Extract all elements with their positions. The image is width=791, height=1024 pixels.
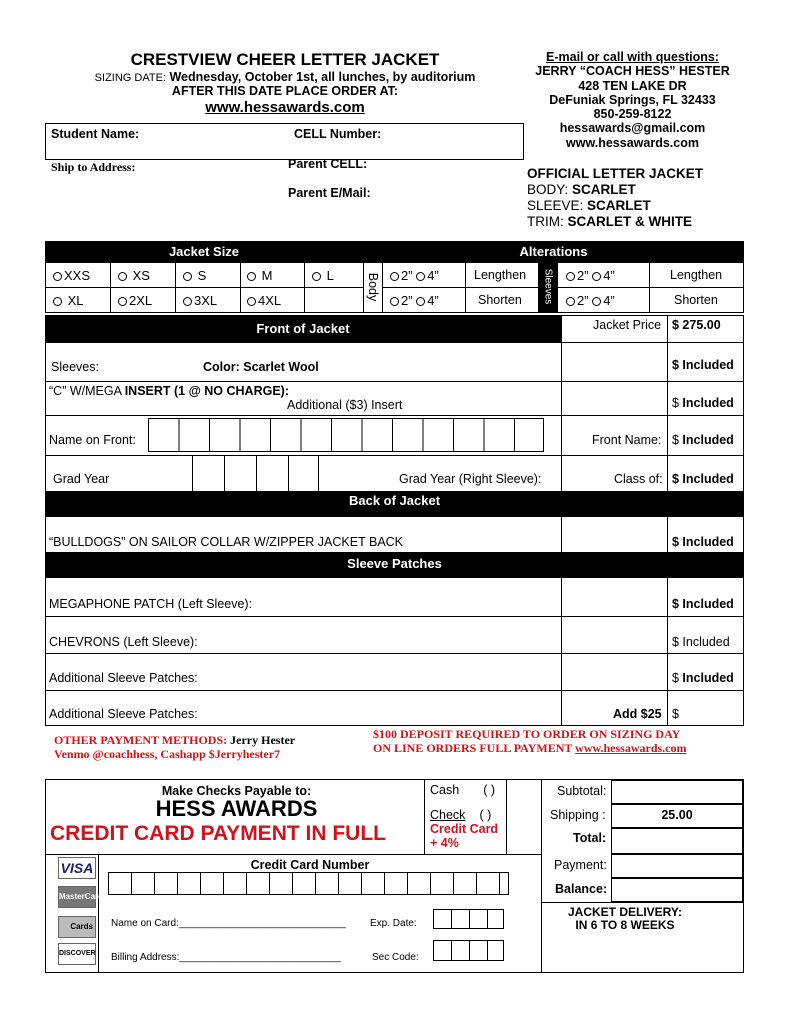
jacket-delivery: JACKET DELIVERY: IN 6 TO 8 WEEKS — [567, 905, 682, 932]
ship-address-label[interactable]: Ship to Address: — [51, 160, 136, 174]
patch-additional-2-price: $ — [672, 707, 679, 721]
contact-heading: E-mail or call with questions: — [546, 50, 719, 64]
total-field[interactable] — [611, 828, 743, 854]
subtotal-field[interactable] — [611, 780, 743, 804]
official-trim: TRIM: SCARLET & WHITE — [527, 214, 693, 229]
after-line: AFTER THIS DATE PLACE ORDER AT: — [171, 84, 399, 98]
included-1: $ Included — [672, 358, 734, 372]
contact-address1: 428 TEN LAKE DR — [578, 78, 687, 93]
other-payment-methods: OTHER PAYMENT METHODS: Jerry Hester Venmo @coachhess, Cashapp $Jerryhester7 — [54, 733, 296, 761]
sleeve-alter-row1[interactable]: 2” 4” — [566, 268, 615, 283]
patch-additional-1: Additional Sleeve Patches: — [49, 671, 198, 685]
patch-additional-1-price: $ Included — [672, 671, 734, 685]
official-title: OFFICIAL LETTER JACKET — [527, 166, 704, 181]
total-label: Total: — [573, 831, 607, 845]
payment-field[interactable] — [611, 854, 743, 878]
back-text: “BULLDOGS” ON SAILOR COLLAR W/ZIPPER JACKET BACK — [49, 535, 404, 549]
grad-year-label: Grad Year — [53, 472, 110, 486]
official-sleeve: SLEEVE: SCARLET — [527, 198, 651, 213]
patch-additional-2: Additional Sleeve Patches: — [49, 707, 198, 721]
contact-website[interactable]: www.hessawards.com — [566, 135, 699, 150]
sizing-date — [60, 70, 510, 84]
parent-cell-label[interactable]: Parent CELL: — [288, 157, 368, 171]
size-option-3xl[interactable]: 3XL — [183, 293, 217, 308]
included-4: $ Included — [672, 472, 734, 486]
class-of-label: Class of: — [614, 472, 663, 486]
front-name-label: Front Name: — [592, 433, 662, 447]
contact-name: JERRY “COACH HESS” HESTER — [535, 64, 730, 79]
patch-megaphone-price: $ Included — [672, 597, 734, 611]
cash-option[interactable]: Cash ( ) — [430, 783, 495, 797]
back-of-jacket-header: Back of Jacket — [45, 491, 744, 517]
additional-insert[interactable]: Additional ($3) Insert — [287, 398, 403, 412]
size-option-xl[interactable]: XL — [53, 293, 84, 308]
parent-email-label[interactable]: Parent E/Mail: — [288, 186, 371, 200]
hess-awards: HESS AWARDS — [155, 796, 318, 821]
visa-logo: VISA — [58, 857, 96, 879]
contact-block — [515, 50, 750, 150]
included-3: $ Included — [672, 433, 734, 447]
included-2: $ Included — [672, 396, 734, 410]
size-option-m[interactable]: M — [247, 268, 272, 283]
main-table — [45, 315, 744, 726]
insert-label: “C” W/MEGA INSERT (1 @ NO CHARGE): — [49, 384, 289, 398]
front-of-jacket-header: Front of Jacket — [45, 315, 561, 342]
contact-email[interactable]: hessawards@gmail.com — [559, 121, 706, 136]
shipping-label: Shipping : — [550, 808, 606, 822]
mastercard-logo: MasterCard — [58, 886, 96, 908]
jacket-price-value: $ 275.00 — [672, 318, 721, 332]
credit-card-number-boxes[interactable] — [108, 872, 509, 895]
body-lengthen[interactable]: Lengthen — [474, 268, 527, 282]
sleeve-lengthen[interactable]: Lengthen — [670, 268, 723, 282]
back-included: $ Included — [672, 535, 734, 549]
body-vertical-label: Body — [366, 272, 380, 302]
size-option-l[interactable]: L — [312, 268, 334, 283]
sec-code-boxes[interactable] — [433, 940, 504, 961]
body-shorten[interactable]: Shorten — [478, 293, 522, 307]
sleeve-color: Color: Scarlet Wool — [203, 360, 319, 374]
deposit-website-link[interactable]: www.hessawards.com — [575, 741, 687, 755]
sizing-value: Wednesday, October 1st, all lunches, by auditorium — [169, 70, 476, 84]
patch-chevrons-price: $ Included — [672, 635, 730, 649]
payable-to: Make Checks Payable to: — [161, 784, 312, 798]
check-option[interactable]: Check ( ) — [430, 808, 492, 822]
sleeves-vertical-label: Sleeves — [542, 268, 554, 305]
add-25-label: Add $25 — [613, 707, 662, 721]
sec-code-label: Sec Code: — [372, 952, 419, 963]
alterations-header: Alterations — [363, 241, 744, 262]
size-option-s[interactable]: S — [183, 268, 206, 283]
credit-card-full: CREDIT CARD PAYMENT IN FULL — [50, 822, 386, 845]
subtotal-label: Subtotal: — [557, 784, 607, 798]
official-body: BODY: SCARLET — [527, 182, 636, 197]
credit-card-number-label: Credit Card Number — [250, 858, 370, 872]
balance-field[interactable] — [611, 878, 743, 902]
exp-date-label: Exp. Date: — [370, 918, 417, 929]
shipping-value: 25.00 — [661, 808, 693, 822]
contact-phone: 850-259-8122 — [593, 107, 672, 122]
name-on-card[interactable]: Name on Card:______________________________ — [111, 918, 346, 929]
balance-label: Balance: — [555, 882, 608, 896]
sizing-label: SIZING DATE: — [94, 72, 166, 84]
exp-date-boxes[interactable] — [433, 909, 504, 929]
official-jacket-info — [527, 166, 703, 230]
name-on-front-boxes[interactable] — [148, 418, 544, 452]
payment-label: Payment: — [554, 858, 607, 872]
student-name-label[interactable]: Student Name: — [51, 127, 140, 141]
grad-year-right-label: Grad Year (Right Sleeve): — [399, 472, 542, 486]
header-website[interactable]: www.hessawards.com — [205, 99, 365, 116]
sleeve-alter-row2[interactable]: 2” 4” — [566, 293, 615, 308]
page-title: CRESTVIEW CHEER LETTER JACKET — [130, 50, 440, 69]
patch-chevrons: CHEVRONS (Left Sleeve): — [49, 635, 198, 649]
deposit-note: $100 DEPOSIT REQUIRED TO ORDER ON SIZING DAY ON LINE ORDERS FULL PAYMENT www.hessawards.com — [373, 727, 687, 755]
sleeves-label: Sleeves: — [51, 360, 99, 374]
jacket-price-label: Jacket Price — [593, 318, 662, 332]
size-option-2xl[interactable]: 2XL — [118, 293, 152, 308]
body-alter-row1[interactable]: 2” 4” — [390, 268, 439, 283]
body-alter-row2[interactable]: 2” 4” — [390, 293, 439, 308]
jacket-size-header: Jacket Size — [45, 241, 363, 262]
size-option-xs[interactable]: XS — [118, 268, 150, 283]
credit-card-fee: Credit Card + 4% — [430, 822, 499, 850]
name-on-front-label: Name on Front: — [49, 433, 136, 447]
grad-year-boxes[interactable] — [192, 455, 319, 491]
sleeve-patches-header: Sleeve Patches — [45, 552, 744, 578]
patch-megaphone: MEGAPHONE PATCH (Left Sleeve): — [49, 597, 253, 611]
cell-number-label[interactable]: CELL Number: — [294, 127, 382, 141]
size-option-xxs[interactable]: XXS — [53, 268, 90, 283]
contact-address2: DeFuniak Springs, FL 32433 — [549, 92, 716, 107]
discover-logo: DISCOVER — [58, 943, 96, 965]
billing-address[interactable]: Billing Address:_____________________________ — [111, 952, 341, 963]
size-option-4xl[interactable]: 4XL — [247, 293, 281, 308]
sleeve-shorten[interactable]: Shorten — [674, 293, 718, 307]
amex-logo: Cards — [58, 916, 96, 938]
